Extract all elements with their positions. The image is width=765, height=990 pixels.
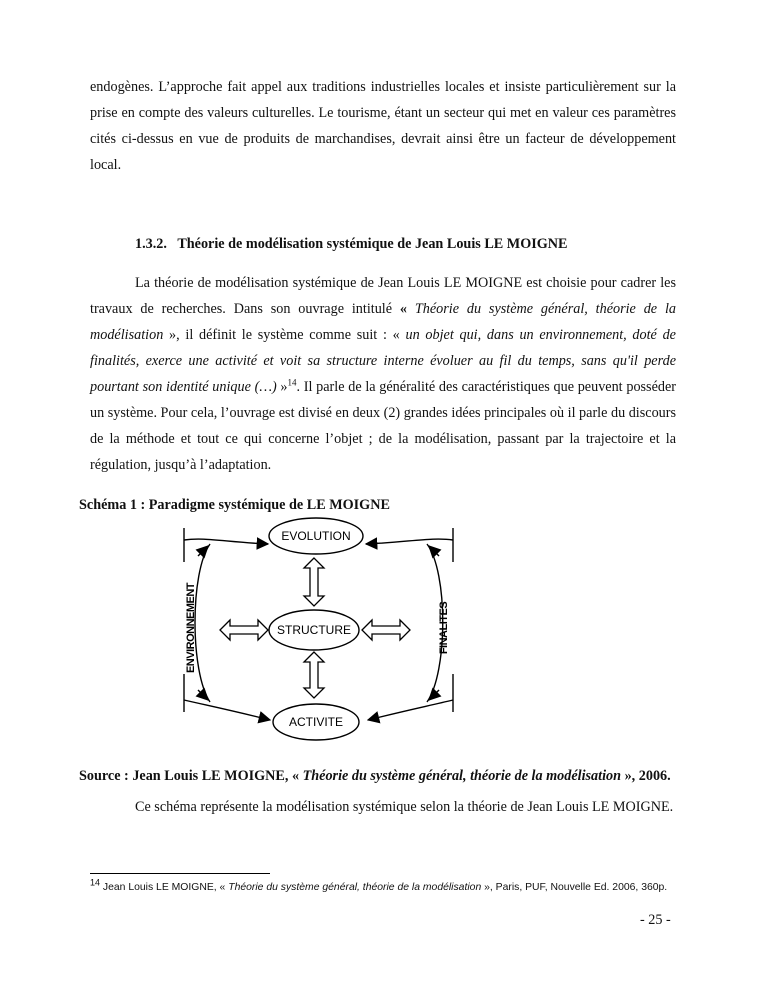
section-title: Théorie de modélisation systémique de Jean Louis LE MOIGNE <box>177 236 568 252</box>
theory-text-3: . Il parle de la généralité des caractéristiques que peuvent posséder un système. Pour cela, l’ouvrage est divisé en deux (2) grandes idées principales où il parle du discours de la méthode et tout ce qui concerne l’objet ; de la modélisation, passant par la trajectoire et la régulation, jusqu’à l’adaptation. <box>90 379 676 473</box>
arrow-env-evolution <box>184 539 268 544</box>
figure-comment: Ce schéma représente la modélisation systémique selon la théorie de Jean Louis LE MOIGNE. <box>135 799 674 815</box>
finalites-label: FINALITES <box>438 601 450 655</box>
section-heading <box>135 236 568 253</box>
environnement-label: ENVIRONNEMENT <box>185 582 197 674</box>
footnote <box>90 879 690 896</box>
theory-quote-close: » <box>276 379 288 395</box>
source-suffix: », 2006. <box>621 768 671 784</box>
double-arrow-env-structure <box>220 620 268 640</box>
arrow-fin-evolution <box>366 539 453 544</box>
section-number: 1.3.2. <box>135 236 167 252</box>
source-title: Théorie du système général, théorie de la modélisation <box>302 768 622 784</box>
activite-label: ACTIVITE <box>288 715 344 729</box>
figure-source <box>79 768 719 785</box>
theory-text-2: », il définit le système comme suit : « <box>163 327 406 343</box>
systemic-paradigm-diagram <box>170 512 470 748</box>
intro-paragraph: endogènes. L’approche fait appel aux traditions industrielles locales et insiste particulièrement sur la prise en compte des valeurs culturelles. Le tourisme, étant un secteur qui met en valeur ces paramètres cités ci-dessus en vue de produits de marchandises, devrait ainsi être un facteur de développement local. <box>90 79 676 173</box>
double-arrow-structure-fin <box>362 620 410 640</box>
footnote-number: 14 <box>90 877 101 888</box>
footnote-divider <box>90 873 270 874</box>
footnote-details: », Paris, PUF, Nouvelle Ed. 2006, 360p. <box>481 882 668 893</box>
structure-label: STRUCTURE <box>277 623 351 637</box>
footnote-author: Jean Louis LE MOIGNE, « <box>100 882 229 893</box>
page-number: - 25 - <box>640 912 671 928</box>
figure-caption: Schéma 1 : Paradigme systémique de LE MOIGNE <box>79 497 390 513</box>
theory-text-1: La théorie de modélisation systémique de Jean Louis LE MOIGNE est choisie pour cadrer les travaux de recherches. Dans son ouvrage intitulé <box>90 275 676 317</box>
arrow-env-activite <box>184 700 270 720</box>
footnote-title: Théorie du système général, théorie de la modélisation <box>228 882 482 893</box>
theory-paragraph <box>90 270 676 478</box>
evolution-label: EVOLUTION <box>281 529 351 543</box>
double-arrow-evolution-structure <box>304 558 324 606</box>
double-arrow-structure-activite <box>304 652 324 698</box>
left-arc <box>195 544 210 702</box>
footnote-reference[interactable]: 14 <box>287 377 297 388</box>
theory-book-title: Théorie du système général, théorie de la modélisation <box>90 301 677 343</box>
theory-quote: un objet qui, dans un environnement, doté de finalités, exerce une activité et voit sa structure interne évoluer au fil du temps, sans qu'il perde pourtant son identité unique (…) <box>90 327 676 395</box>
theory-quote-open: « <box>399 301 415 317</box>
arrow-fin-activite <box>368 700 453 720</box>
source-prefix: Source : Jean Louis LE MOIGNE, « <box>79 768 303 784</box>
